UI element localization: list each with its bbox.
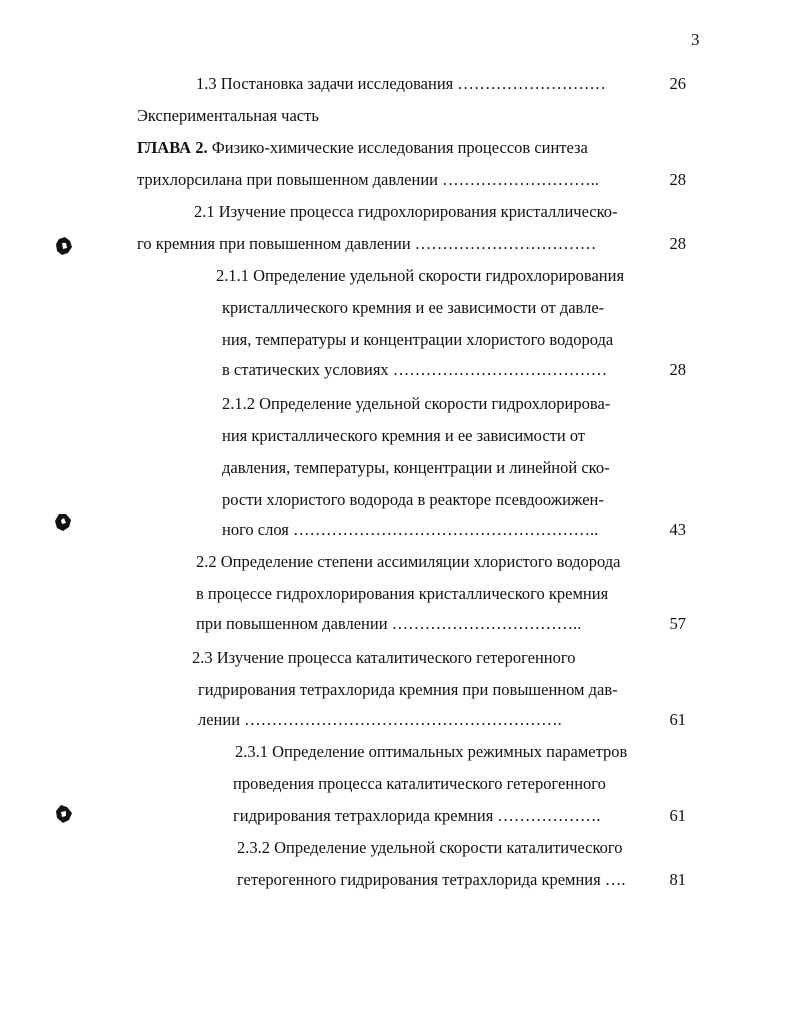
toc-1-3-title: 1.3 Постановка задачи исследования ………………………	[196, 74, 606, 93]
toc-chapter2-page: 28	[669, 170, 686, 189]
toc-2-1-line2: го кремния при повышенном давлении ……………………………	[137, 234, 597, 253]
toc-2-1-2-line5: ного слоя ………………………………………………..	[222, 520, 599, 539]
toc-2-3-2-line2: гетерогенного гидрирования тетрахлорида кремния ….	[237, 870, 626, 889]
toc-2-3-line2: гидрирования тетрахлорида кремния при повышенном дав-	[198, 680, 618, 699]
experimental-part-heading: Экспериментальная часть	[137, 106, 319, 125]
toc-2-1-2-line1: 2.1.2 Определение удельной скорости гидрохлорирова-	[222, 394, 611, 413]
toc-2-1-line1: 2.1 Изучение процесса гидрохлорирования кристаллическо-	[194, 202, 618, 221]
scan-hole-mark-top	[55, 236, 73, 256]
toc-2-2-line3: при повышенном давлении ……………………………..	[196, 614, 582, 633]
scan-hole-mark-middle	[54, 512, 72, 532]
toc-2-1-2-line4: рости хлористого водорода в реакторе псевдоожижен-	[222, 490, 604, 509]
chapter2-label: ГЛАВА 2.	[137, 138, 208, 157]
toc-2-3-1-page: 61	[669, 806, 686, 825]
scan-hole-mark-bottom	[55, 804, 73, 824]
page-number: 3	[691, 30, 700, 49]
toc-2-1-2-line3: давления, температуры, концентрации и линейной ско-	[222, 458, 610, 477]
toc-chapter2-line1	[137, 138, 588, 158]
toc-chapter2-line2: трихлорсилана при повышенном давлении ………………………..	[137, 170, 599, 189]
chapter2-title: Физико-химические исследования процессов синтеза	[211, 138, 588, 157]
toc-2-1-1-line1: 2.1.1 Определение удельной скорости гидрохлорирования	[216, 266, 625, 285]
toc-1-3-page: 26	[669, 74, 686, 93]
toc-2-3-1-line1: 2.3.1 Определение оптимальных режимных параметров	[235, 742, 628, 761]
toc-2-3-2-page: 81	[669, 870, 686, 889]
toc-2-1-2-line2: ния кристаллического кремния и ее зависимости от	[222, 426, 586, 445]
toc-2-3-2-line1: 2.3.2 Определение удельной скорости каталитического	[237, 838, 623, 857]
toc-2-1-1-line4: в статических условиях …………………………………	[222, 360, 608, 379]
toc-2-1-2-page: 43	[669, 520, 686, 539]
toc-2-3-page: 61	[669, 710, 686, 729]
toc-2-3-1-line3: гидрирования тетрахлорида кремния ……………….	[233, 806, 601, 825]
toc-2-1-1-line3: ния, температуры и концентрации хлористого водорода	[222, 330, 614, 349]
toc-2-3-1-line2: проведения процесса каталитического гетерогенного	[233, 774, 606, 793]
toc-2-2-line1: 2.2 Определение степени ассимиляции хлористого водорода	[196, 552, 621, 571]
toc-2-1-page: 28	[669, 234, 686, 253]
toc-2-3-line3: лении ………………………………………………….	[198, 710, 562, 729]
toc-2-3-line1: 2.3 Изучение процесса каталитического гетерогенного	[192, 648, 576, 667]
toc-2-2-line2: в процессе гидрохлорирования кристаллического кремния	[196, 584, 609, 603]
toc-2-1-1-line2: кристаллического кремния и ее зависимости от давле-	[222, 298, 605, 317]
toc-2-1-1-page: 28	[669, 360, 686, 379]
toc-2-2-page: 57	[669, 614, 686, 633]
